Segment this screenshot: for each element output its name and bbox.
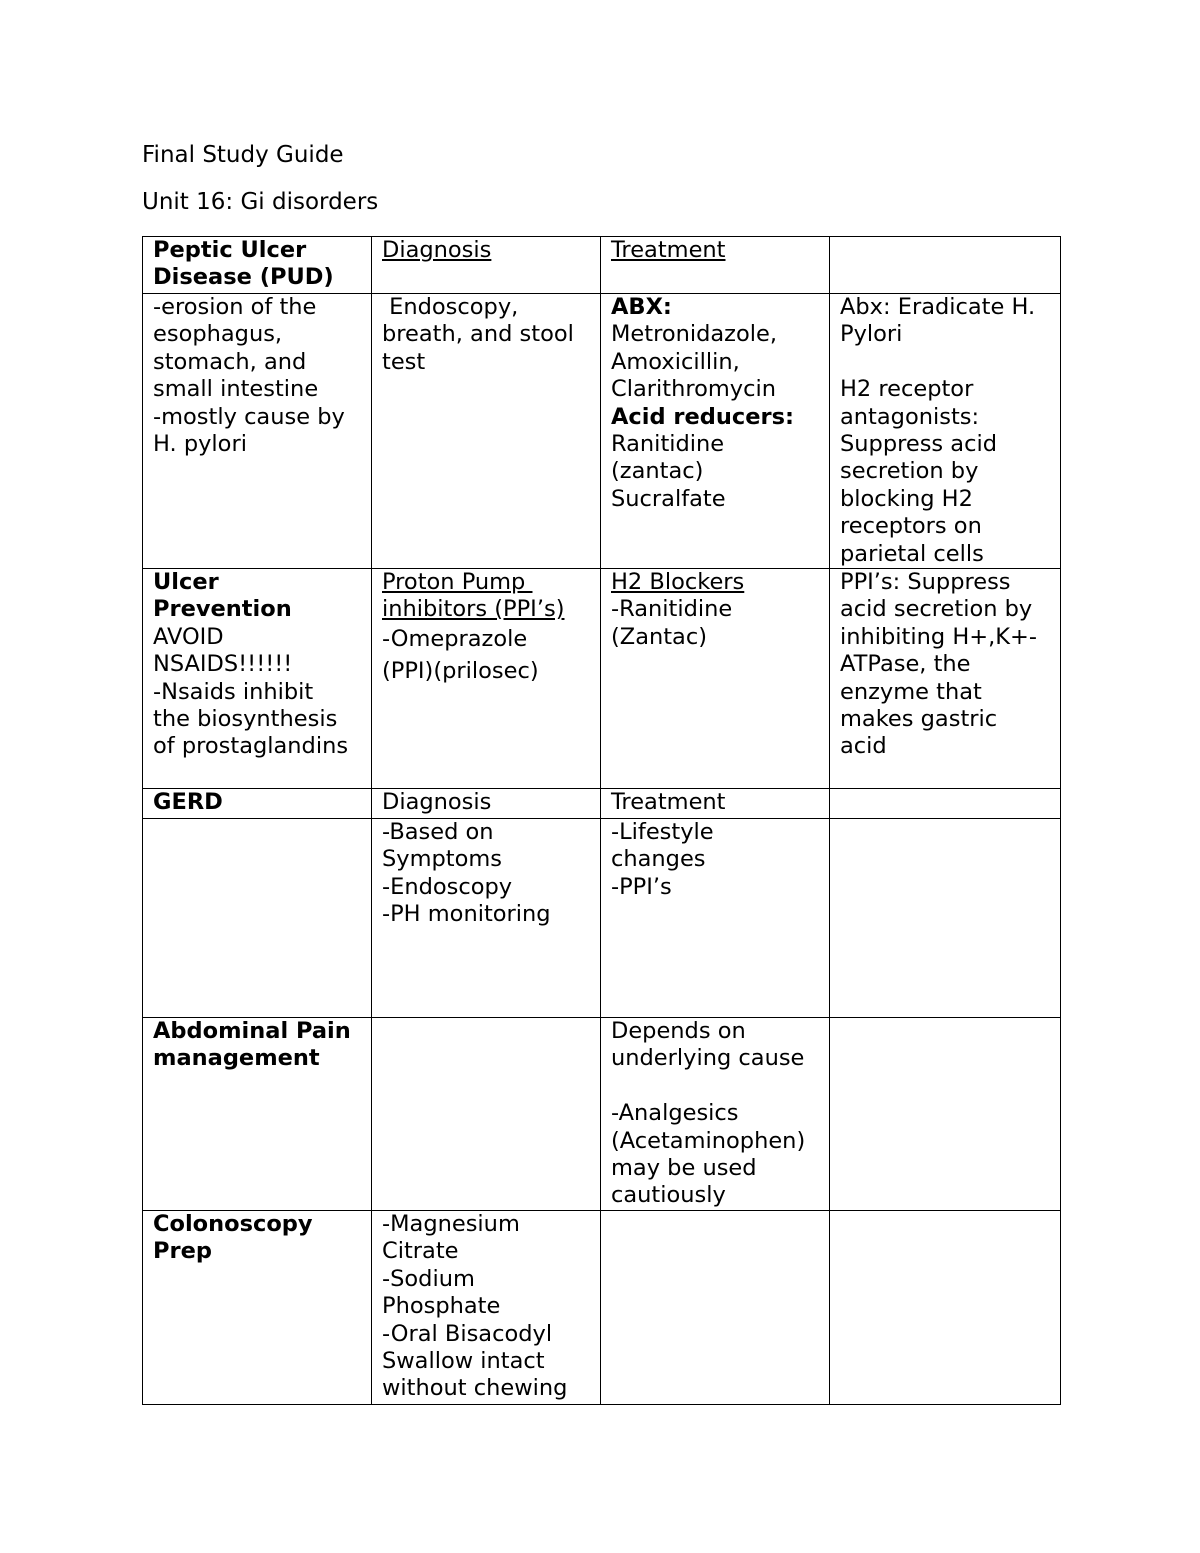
pud-description-line: small intestine [153,376,319,403]
acid-reducer-drug: (zantac) [611,458,704,485]
abdominal-pain-line: (Acetaminophen) [611,1127,806,1154]
cell-pud-diagnosis-header [372,237,601,294]
abx-drug: Metronidazole, [611,321,778,348]
gerd-diagnosis-line: -Based on [382,819,494,846]
pud-notes-line: secretion by [840,458,979,485]
pud-notes-line: parietal cells [840,540,984,567]
colonoscopy-item-line: -Sodium [382,1265,475,1292]
ppi-notes-line: ATPase, the [840,651,971,678]
cell-gerd-treatment-header [601,789,830,819]
cell-pud-treatment [601,294,830,569]
gerd-diagnosis-line: -PH monitoring [382,901,551,928]
cell-pud-notes [830,294,1061,569]
gerd-treatment-header: Treatment [611,789,726,816]
abdominal-pain-title: management [153,1045,320,1072]
pud-notes-line: blocking H2 [840,485,973,512]
abx-label: ABX: [611,294,672,320]
ulcer-prevention-line: the biosynthesis [153,706,338,733]
cell-h2-blockers [601,569,830,789]
document-title: Final Study Guide [142,142,344,168]
unit-heading: Unit 16: Gi disorders [142,189,379,215]
colonoscopy-title: Colonoscopy [153,1210,313,1237]
gerd-diagnosis-header: Diagnosis [382,789,492,816]
ulcer-prevention-line: -Nsaids inhibit [153,678,314,705]
colonoscopy-title: Prep [153,1238,212,1265]
cell-gerd-notes-empty [830,819,1061,1018]
table-row-pud-content [143,294,1061,569]
abx-drug: Amoxicillin, [611,348,740,375]
cell-abdominal-pain-treatment [601,1018,830,1211]
ppi-notes-line: enzyme that [840,678,982,705]
colonoscopy-item-line: without chewing [382,1375,568,1402]
pud-description-line: stomach, and [153,348,307,375]
abdominal-pain-line: underlying cause [611,1045,805,1072]
table-row-colonoscopy-prep [143,1210,1061,1404]
h2-blocker-drug: (Zantac) [611,623,707,650]
gerd-diagnosis-line: -Endoscopy [382,873,513,900]
abdominal-pain-line: -Analgesics [611,1100,739,1127]
cell-pud-diagnosis [372,294,601,569]
cell-ppi-notes [830,569,1061,789]
pud-diagnosis-line: Endoscopy, [382,294,519,320]
cell-gerd-diagnosis-header [372,789,601,819]
cell-colonoscopy-title [143,1210,372,1404]
cell-gerd-empty-header [830,789,1061,819]
ulcer-prevention-title: Ulcer [153,569,219,596]
cell-gerd-diagnosis [372,819,601,1018]
spacer [611,1073,821,1100]
spacer [840,349,1052,376]
colonoscopy-item-line: Swallow intact [382,1347,545,1374]
table-row-abdominal-pain [143,1018,1061,1211]
pud-notes-line: Abx: Eradicate H. [840,294,1036,320]
acid-reducer-drug: Ranitidine [611,431,725,458]
gerd-treatment-line: changes [611,846,706,873]
cell-ulcer-prevention [143,569,372,789]
study-table [142,236,1061,1405]
ppi-notes-line: acid [840,733,887,760]
abdominal-pain-title: Abdominal Pain [153,1018,351,1045]
colonoscopy-item-line: Phosphate [382,1293,501,1320]
acid-reducer-drug: Sucralfate [611,485,726,512]
cell-gerd-title [143,789,372,819]
gerd-treatment-line: -Lifestyle [611,819,714,846]
ulcer-prevention-line: AVOID [153,623,224,650]
ppi-header: Proton Pump [382,569,533,596]
pud-description-line: -erosion of the [153,294,317,320]
abdominal-pain-line: cautiously [611,1182,726,1209]
pud-diagnosis-line: breath, and stool [382,321,574,348]
pud-notes-line: receptors on [840,513,982,540]
cell-pud-empty-header [830,237,1061,294]
cell-gerd-empty [143,819,372,1018]
ppi-notes-line: PPI’s: Suppress [840,569,1011,596]
diagnosis-header: Diagnosis [382,237,492,263]
gerd-treatment-line: -PPI’s [611,873,672,900]
table-row-gerd-content [143,819,1061,1018]
ppi-drug: (PPI)(prilosec) [382,657,539,684]
cell-colonoscopy-notes-empty [830,1210,1061,1404]
table-row-gerd-header [143,789,1061,819]
h2-blocker-drug: -Ranitidine [611,596,733,623]
cell-colonoscopy-items [372,1210,601,1404]
cell-pud-title [143,237,372,294]
ppi-drug: -Omeprazole [382,625,528,652]
gerd-title: GERD [153,789,223,816]
abdominal-pain-line: may be used [611,1155,757,1182]
pud-notes-line: Suppress acid [840,431,997,458]
ulcer-prevention-title: Prevention [153,596,292,623]
colonoscopy-item-line: Citrate [382,1238,459,1265]
pud-description-line: H. pylori [153,431,247,458]
pud-diagnosis-line: test [382,348,426,375]
gerd-diagnosis-line: Symptoms [382,846,503,873]
cell-abdominal-pain-notes-empty [830,1018,1061,1211]
colonoscopy-item-line: -Magnesium [382,1210,520,1237]
abx-drug: Clarithromycin [611,376,776,403]
cell-colonoscopy-empty [601,1210,830,1404]
pud-notes-line: antagonists: [840,403,980,430]
ppi-notes-line: inhibiting H+,K+- [840,623,1037,650]
pud-title-line: Disease (PUD) [153,264,334,291]
ppi-notes-line: makes gastric [840,706,998,733]
pud-description-line: esophagus, [153,321,283,348]
cell-ppi [372,569,601,789]
cell-abdominal-pain-diagnosis-empty [372,1018,601,1211]
abdominal-pain-line: Depends on [611,1018,746,1045]
h2-blockers-header: H2 Blockers [611,569,745,596]
cell-gerd-treatment [601,819,830,1018]
ppi-header: inhibitors (PPI’s) [382,596,565,623]
ulcer-prevention-line: of prostaglandins [153,733,349,760]
ppi-notes-line: acid secretion by [840,596,1033,623]
ulcer-prevention-line: NSAIDS!!!!!! [153,651,293,678]
treatment-header: Treatment [611,237,726,263]
cell-pud-description [143,294,372,569]
pud-notes-line: Pylori [840,321,903,348]
cell-pud-treatment-header [601,237,830,294]
acid-reducers-label: Acid reducers: [611,403,794,430]
table-row-ulcer-prevention [143,569,1061,789]
colonoscopy-item-line: -Oral Bisacodyl [382,1320,553,1347]
pud-description-line: -mostly cause by [153,403,345,430]
pud-notes-line: H2 receptor [840,376,974,403]
pud-title-line: Peptic Ulcer [153,237,307,263]
cell-abdominal-pain-title [143,1018,372,1211]
table-row-pud-header [143,237,1061,294]
